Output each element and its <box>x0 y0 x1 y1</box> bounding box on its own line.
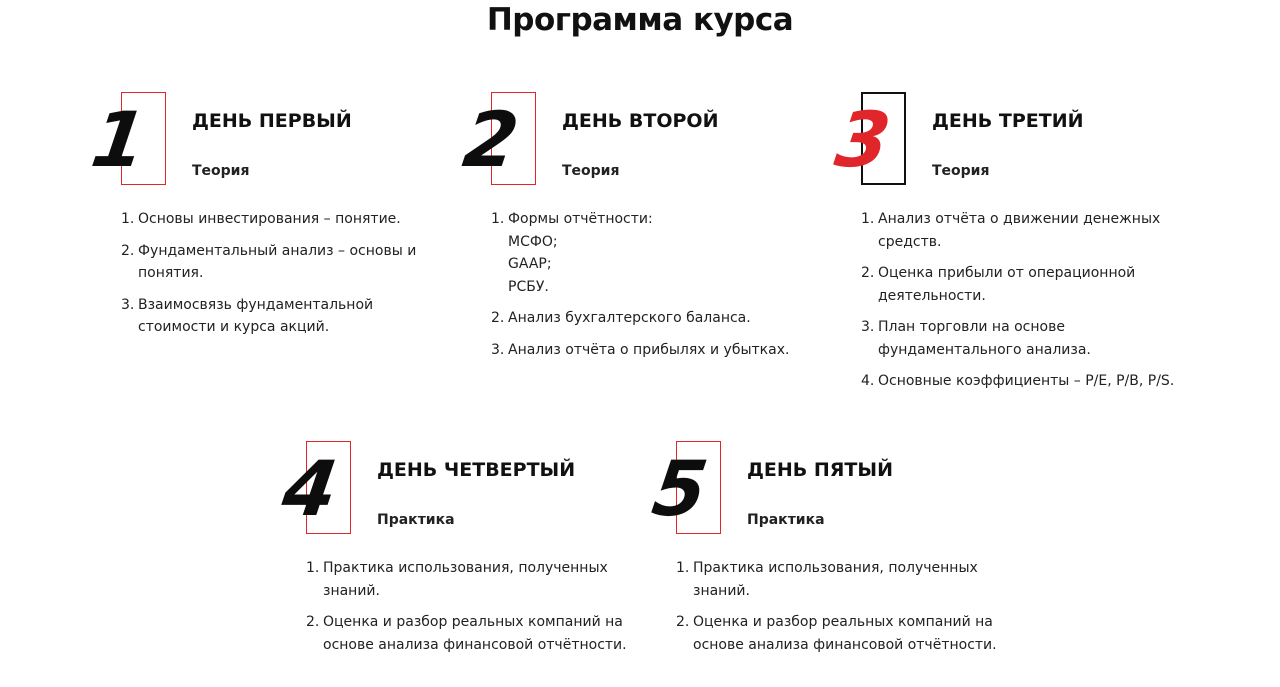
day-subtitle: Практика <box>747 512 825 528</box>
day-card-1 <box>86 92 460 335</box>
list-item <box>491 339 821 362</box>
day-card-3 <box>830 92 1200 389</box>
list-index: 3. <box>861 319 875 335</box>
day-title: ДЕНЬ ПЯТЫЙ <box>747 459 893 481</box>
day-title: ДЕНЬ ВТОРОЙ <box>562 110 719 132</box>
list-item <box>121 240 441 285</box>
list-index: 3. <box>121 296 135 313</box>
day-header <box>86 92 460 192</box>
topic-list <box>676 557 1016 665</box>
list-index: 2. <box>676 614 690 630</box>
list-index: 3. <box>491 341 505 358</box>
list-item <box>861 316 1206 361</box>
day-title: ДЕНЬ ЧЕТВЕРТЫЙ <box>377 459 576 481</box>
list-text: Оценка и разбор реальных компаний на основе анализа финансовой отчётности. <box>323 614 627 653</box>
list-text: Оценка прибыли от операционной деятельности. <box>878 265 1136 304</box>
day-number: 5 <box>647 444 713 533</box>
list-item <box>676 611 1016 656</box>
list-text: Основные коэффициенты – P/E, P/B, P/S. <box>878 373 1175 389</box>
list-item <box>491 307 821 330</box>
day-subtitle: Практика <box>377 512 455 528</box>
list-text: Фундаментальный анализ – основы и понятия. <box>138 242 417 281</box>
day-number: 4 <box>277 444 343 533</box>
list-text: Взаимосвязь фундаментальной стоимости и курса акций. <box>138 296 374 335</box>
topic-list <box>861 208 1206 402</box>
day-header <box>458 92 830 192</box>
day-subtitle: Теория <box>562 163 620 179</box>
list-text: Практика использования, полученных знаний. <box>693 560 978 599</box>
list-text: Анализ бухгалтерского баланса. <box>508 310 751 326</box>
list-text: Оценка и разбор реальных компаний на основе анализа финансовой отчётности. <box>693 614 997 653</box>
list-text: Основы инвестирования – понятие. <box>138 211 401 227</box>
page-title: Программа курса <box>486 2 794 38</box>
day-title: ДЕНЬ ПЕРВЫЙ <box>192 110 352 132</box>
sub-item: РСБУ. <box>508 278 549 295</box>
list-item <box>861 208 1206 253</box>
sub-item: GAAP; <box>508 256 552 272</box>
list-item <box>306 611 646 656</box>
day-title: ДЕНЬ ТРЕТИЙ <box>932 110 1084 132</box>
day-number: 1 <box>86 95 152 184</box>
list-item <box>676 557 1016 602</box>
list-index: 2. <box>121 242 135 259</box>
list-index: 4. <box>861 373 875 389</box>
list-text: Практика использования, полученных знаний. <box>323 560 608 599</box>
sub-item: МСФО; <box>508 233 558 250</box>
list-text: Анализ отчёта о прибылях и убытках. <box>508 341 790 358</box>
day-card-4 <box>277 441 645 653</box>
list-item <box>121 208 441 231</box>
list-index: 1. <box>676 560 690 576</box>
day-number: 2 <box>458 95 524 184</box>
list-item <box>121 294 441 339</box>
list-text: Формы отчётности: <box>508 211 653 227</box>
list-index: 1. <box>306 560 320 576</box>
day-header <box>277 441 645 541</box>
day-number: 3 <box>830 95 896 184</box>
list-index: 1. <box>121 211 135 227</box>
list-index: 1. <box>491 211 505 227</box>
day-card-5 <box>647 441 1015 653</box>
topic-list <box>121 208 441 348</box>
list-item <box>861 262 1206 307</box>
topic-list <box>491 208 821 370</box>
list-text: План торговли на основе фундаментального анализа. <box>878 319 1091 358</box>
list-item <box>306 557 646 602</box>
list-index: 1. <box>861 211 875 227</box>
list-index: 2. <box>306 614 320 630</box>
day-subtitle: Теория <box>932 163 990 179</box>
list-item <box>491 208 821 298</box>
list-index: 2. <box>491 310 505 326</box>
list-text: Анализ отчёта о движении денежных средств. <box>878 211 1161 250</box>
topic-list <box>306 557 646 665</box>
day-card-2 <box>458 92 830 358</box>
list-item <box>861 370 1206 393</box>
day-header <box>647 441 1015 541</box>
day-subtitle: Теория <box>192 163 250 179</box>
list-index: 2. <box>861 265 875 281</box>
day-header <box>830 92 1200 192</box>
